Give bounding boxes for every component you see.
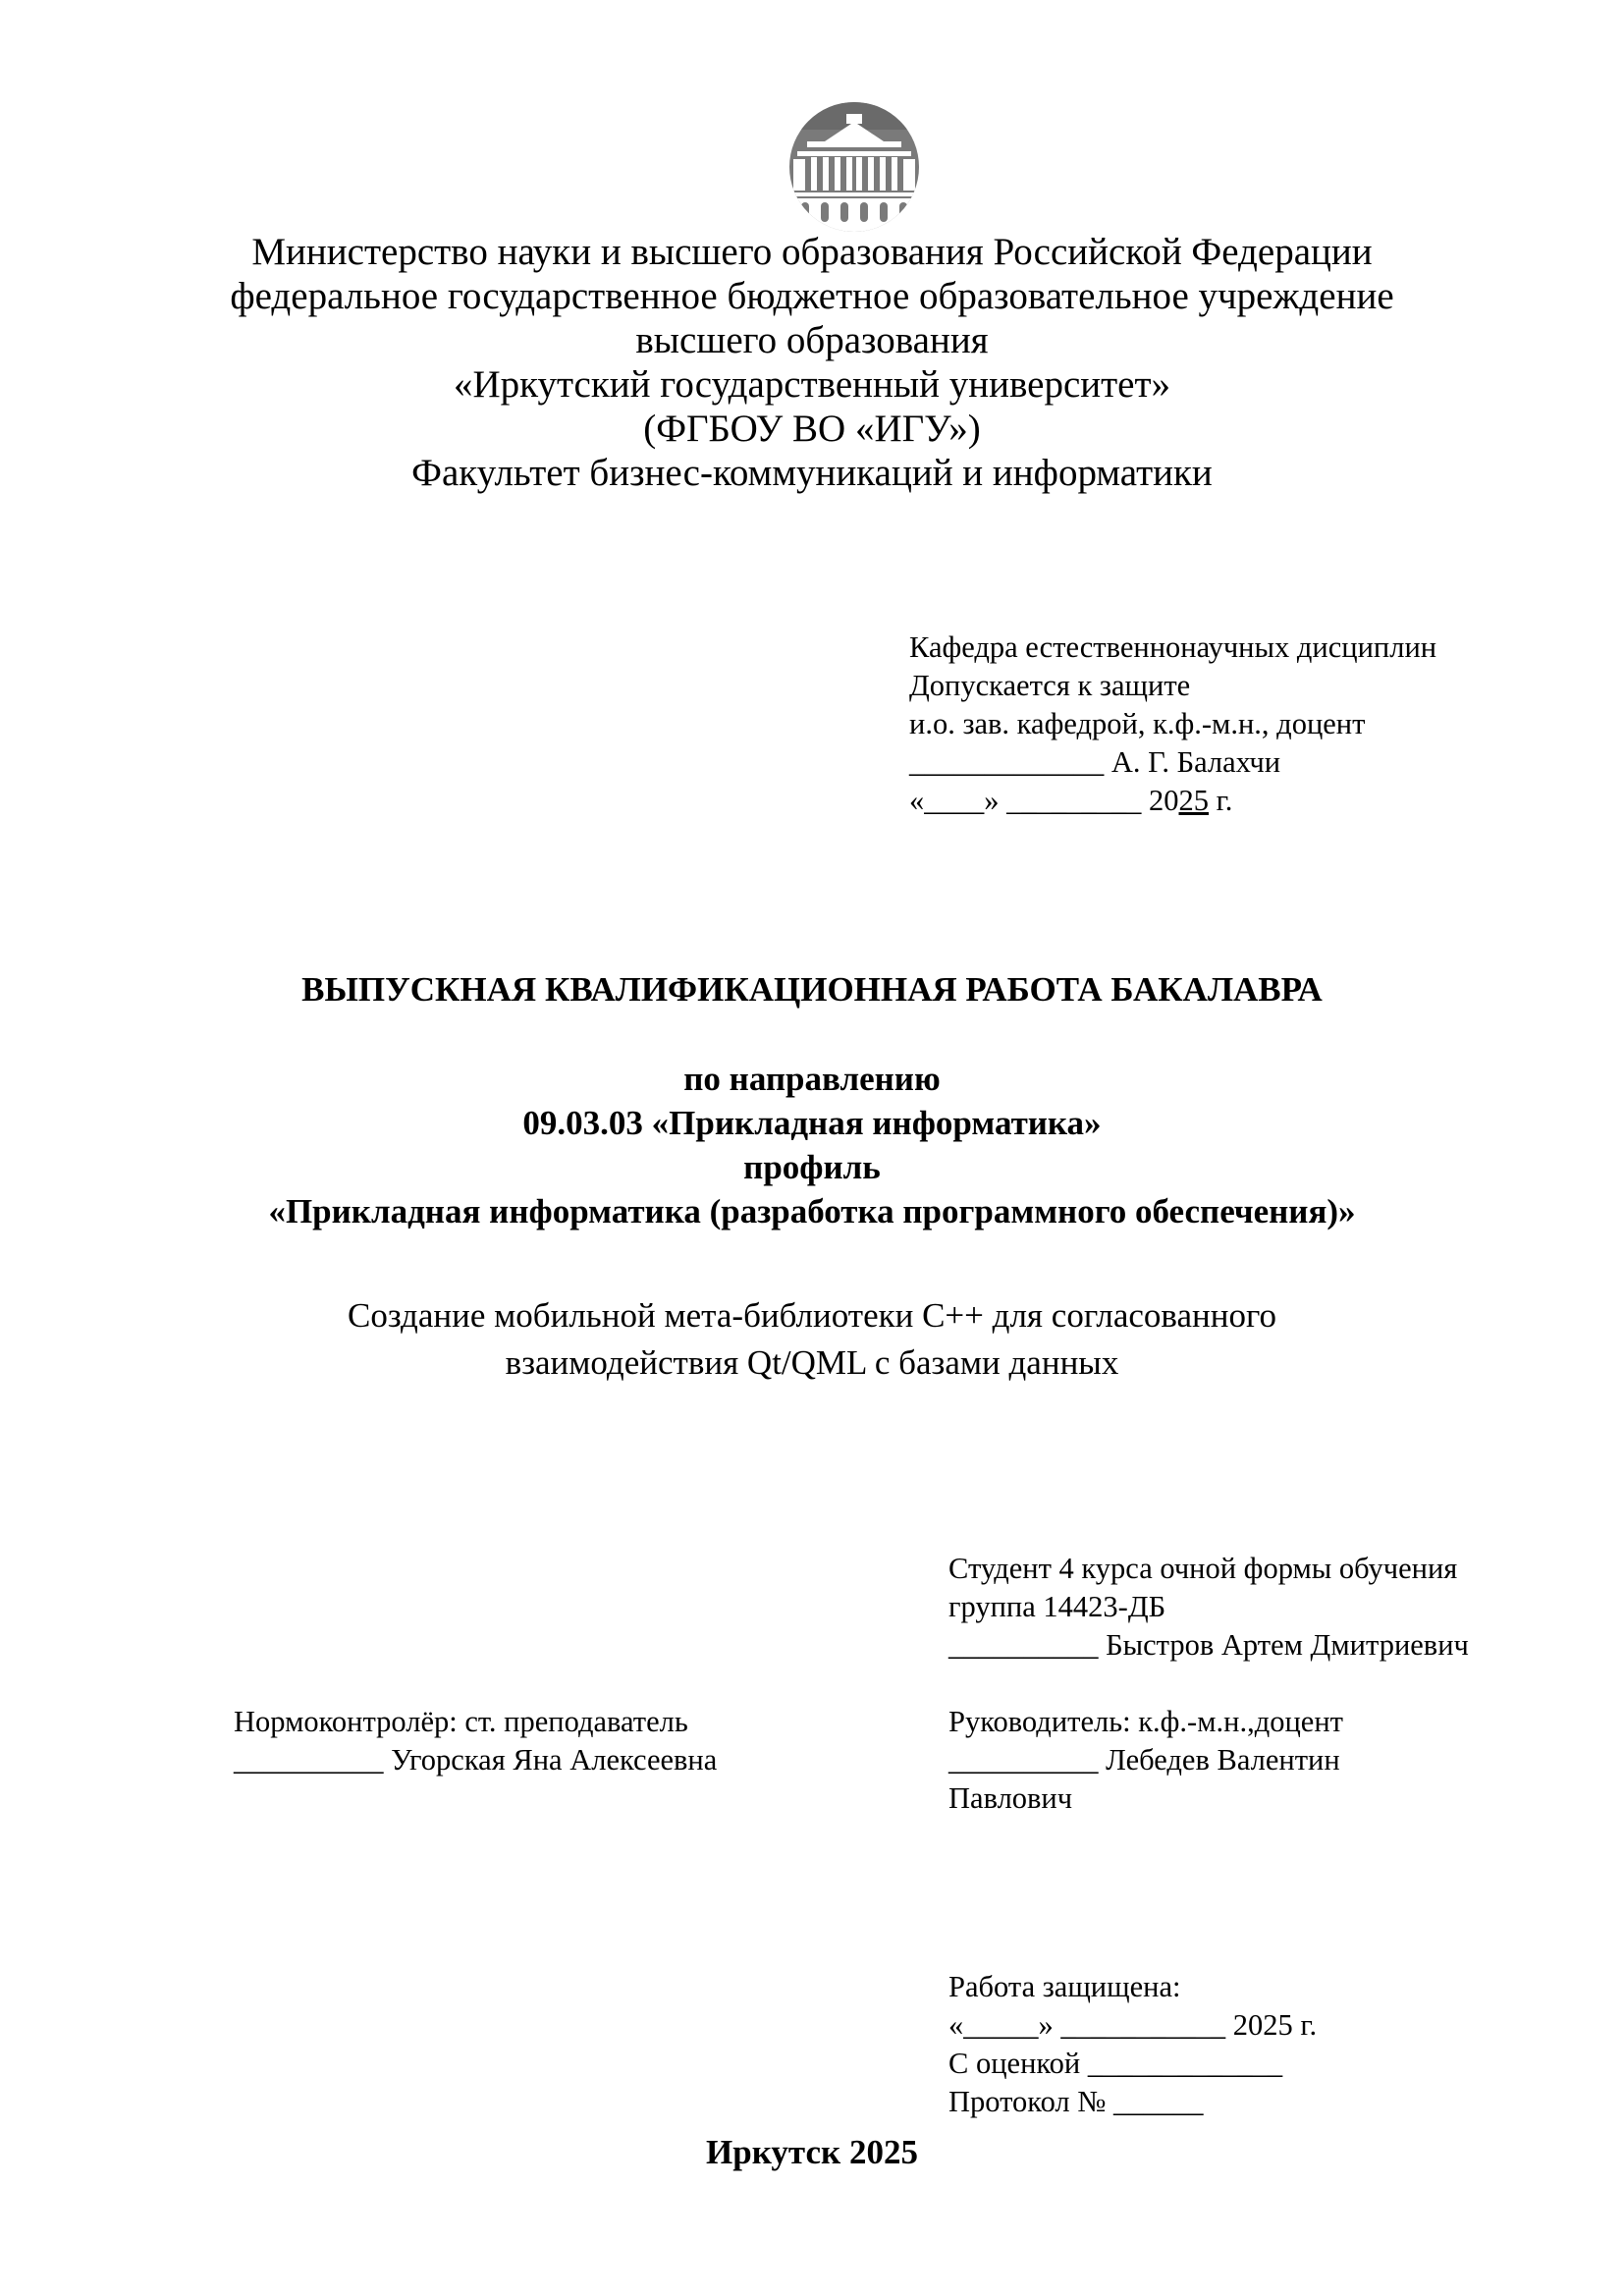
head-signature-line: _____________ А. Г. Балахчи <box>909 745 1281 779</box>
department-line: Кафедра естественнонаучных дисциплин <box>909 630 1437 664</box>
university-logo <box>787 100 921 234</box>
normcontrol-signature: __________ Угорская Яна Алексеевна <box>234 1743 718 1777</box>
defense-protocol: Протокол № ______ <box>948 2085 1204 2118</box>
supervisor-title: Руководитель: к.ф.-м.н.,доцент <box>948 1705 1343 1738</box>
supervisor-block <box>948 1703 1343 1818</box>
profile-value: «Прикладная информатика (разработка программного обеспечения)» <box>268 1192 1356 1230</box>
student-signature: __________ Быстров Артем Дмитриевич <box>948 1628 1469 1662</box>
supervisor-signature-cont: Павлович <box>948 1781 1073 1815</box>
student-line: Студент 4 курса очной формы обучения <box>948 1552 1458 1585</box>
supervisor-signature: __________ Лебедев Валентин <box>948 1743 1340 1777</box>
direction-value: 09.03.03 «Прикладная информатика» <box>522 1104 1102 1142</box>
approval-date-prefix: «____» _________ 20 <box>909 784 1179 817</box>
normcontrol-block <box>234 1703 717 1779</box>
defense-label: Работа защищена: <box>948 1970 1181 2003</box>
topic-line-2: взаимодействия Qt/QML с базами данных <box>505 1343 1119 1382</box>
institution-type-line: федеральное государственное бюджетное образовательное учреждение <box>230 275 1394 317</box>
approval-date-year: 25 <box>1178 784 1209 817</box>
topic-block <box>0 1292 1624 1387</box>
head-title-line: и.о. зав. кафедрой, к.ф.-м.н., доцент <box>909 707 1366 740</box>
faculty-line: Факультет бизнес-коммуникаций и информатики <box>411 452 1213 494</box>
admitted-line: Допускается к защите <box>909 669 1191 702</box>
defense-block <box>948 1968 1317 2121</box>
profile-label: профиль <box>743 1148 881 1186</box>
approval-date-suffix: г. <box>1209 784 1233 817</box>
topic-line-1: Создание мобильной мета-библиотеки С++ для согласованного <box>348 1296 1276 1335</box>
student-block <box>948 1550 1469 1665</box>
work-type-title: ВЫПУСКНАЯ КВАЛИФИКАЦИОННАЯ РАБОТА БАКАЛАВРА <box>301 970 1323 1009</box>
direction-label: по направлению <box>683 1060 941 1098</box>
defense-date: «_____» ___________ 2025 г. <box>948 2008 1318 2042</box>
direction-block <box>0 1057 1624 1233</box>
header-block <box>0 230 1624 495</box>
abbreviation-line: (ФГБОУ ВО «ИГУ») <box>643 408 981 450</box>
student-group: группа 14423-ДБ <box>948 1590 1166 1623</box>
approval-date-line <box>909 782 1436 820</box>
normcontrol-title: Нормоконтролёр: ст. преподаватель <box>234 1705 688 1738</box>
defense-grade: С оценкой _____________ <box>948 2047 1283 2080</box>
ministry-line: Министерство науки и высшего образования Российской Федерации <box>251 231 1373 273</box>
education-level-line: высшего образования <box>635 319 989 361</box>
university-line: «Иркутский государственный университет» <box>453 363 1171 406</box>
approval-block <box>909 629 1436 820</box>
city-year: Иркутск 2025 <box>706 2133 918 2171</box>
